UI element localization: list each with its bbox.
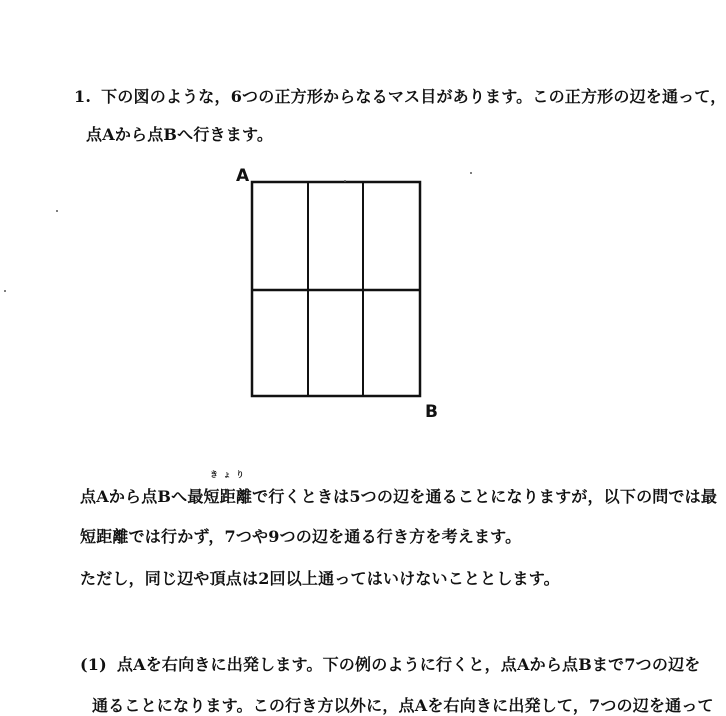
furigana-kyori: きょり <box>210 469 249 479</box>
subquestion-text: 点Aを右向きに出発します。下の例のように行くと，点Aから点Bまで7つの辺を <box>116 655 701 674</box>
problem-line-1 <box>74 84 726 107</box>
subquestion-1 <box>80 652 700 675</box>
body-line-3: ただし，同じ辺や頂点は2回以上通ってはいけないこととします。 <box>80 569 560 588</box>
body-line-2: 短距離では行かず，7つや9つの辺を通る行き方を考えます。 <box>80 527 522 546</box>
problem-number: 1. <box>74 87 92 106</box>
subquestion-cutoff-line: 通ることになります。この行き方以外に，点Aを右向きに出発して，7つの辺を通って <box>92 696 714 715</box>
scan-speck <box>470 172 472 174</box>
problem-intro-2: 点Aから点Bへ行きます。 <box>86 125 274 144</box>
body-line-1: 点Aから点Bへ最短距離で行くときは5つの辺を通ることになりますが，以下の問では最 <box>80 487 718 506</box>
subquestion-number: (1) <box>80 655 107 674</box>
point-a-label: A <box>236 166 250 186</box>
grid-figure <box>232 166 452 426</box>
scan-speck <box>4 290 6 292</box>
point-b-label: B <box>425 402 438 422</box>
problem-intro-1: 下の図のような，6つの正方形からなるマス目があります。この正方形の辺を通って， <box>101 87 726 106</box>
grid-svg <box>232 166 452 426</box>
scan-speck <box>56 210 58 212</box>
scan-speck <box>344 180 346 182</box>
